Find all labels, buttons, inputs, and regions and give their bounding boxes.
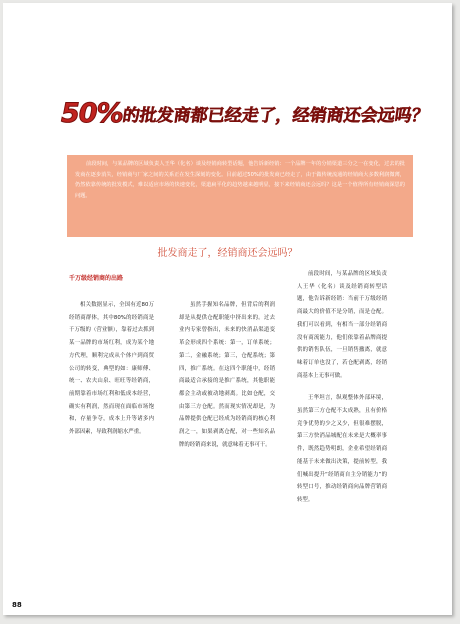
column-2-paragraph-1: 虽然手握知名品牌，但背后的利润却是从提供仓配职能中挤出来的。过去业内专家曾指出，未来的快消品渠道变革会形成四个系统：第一，订单系统；第二，金融系统；第三，仓配系统；第四，推广系统。在这四个职能中，经销商最适合承接的是推广系统，其他职能都会主动或被动地剥离。比如仓配，交由第三方仓配。然而现实情况却是，为品牌提供仓配已经成为经销商的核心利润之一，如果剥离仓配，对一些知名品牌的经销商来说，就意味着无事可干。 [179,302,275,448]
page-number: 88 [12,601,22,609]
column-3-paragraph-1: 前段时间，与某品牌的区域负责人王华（化名）谈及经销商转型话题，他告诉新经销：当前千万级经销商最大的价值不是分销，而是仓配。我们可以看到，有相当一部分经销商没有商流能力，他们依靠着品牌商提供的销售队伍，一旦销售撤离，就意味着订单也没了，若仓配剥离，经销商基本上无事可做。 [297,271,387,379]
column-1-paragraph-1: 相关数据显示，全国有近80万经销商群体，其中80%的经销商是千万级的（营业额），靠着过去抓到某一品牌的市场红利，成为某个地方代理，顺利完成从个体户到商贸公司的转变，典型的如：康师傅、统一、农夫山泉、旺旺等经销商，前期靠着市场红利和低成本经营，确实有利润，然而现在面临市场饱和，存量争夺，成本上升等诸多内外部因素，导致利润缩水严重。 [69,302,154,436]
column-1 [69,299,154,439]
headline [61,98,430,130]
magazine-page [3,3,452,615]
section-heading: 千万级经销商的出路 [69,275,124,282]
headline-text: 的批发商都已经走了，经销商还会远吗？ [120,106,430,126]
intro-box: 前段时间，与某品牌的区域负责人王华（化名）谈及经销商转型话题，他告诉新经销：一个品牌一年的分销渠道三分之一在变化，过去的批发商在逐步消失，经销商与厂家之间的关系正在发生深刻的变化。目前超过50%的批发商已经走了，由于做传统流通的经销商大多数利润微薄，仍然依靠传统的批发模式，难以适应市场的快速变化，渠道扁平化的趋势越来越明显，接下来经销商还会远吗？这是一个值得所有经销商深思的问题。 [67,155,413,237]
column-3 [297,268,387,507]
subtitle: 批发商走了，经销商还会远吗？ [157,248,298,259]
column-3-paragraph-2: 王华坦言，纵观整体外部环境，虽然第三方仓配不太成熟，且有价格竞争优势的少之又少，但很难摆脱，第三方快消品城配在未来是大概率事件，既然趋势明朗，企业希望经销商能基于未来做出决策，提前转型，我们喊出提升“经销商自主分销能力”的转型口号，推动经销商向品牌营销商转型。 [297,395,387,503]
headline-percent: 50% [61,98,123,129]
column-2 [179,299,275,451]
